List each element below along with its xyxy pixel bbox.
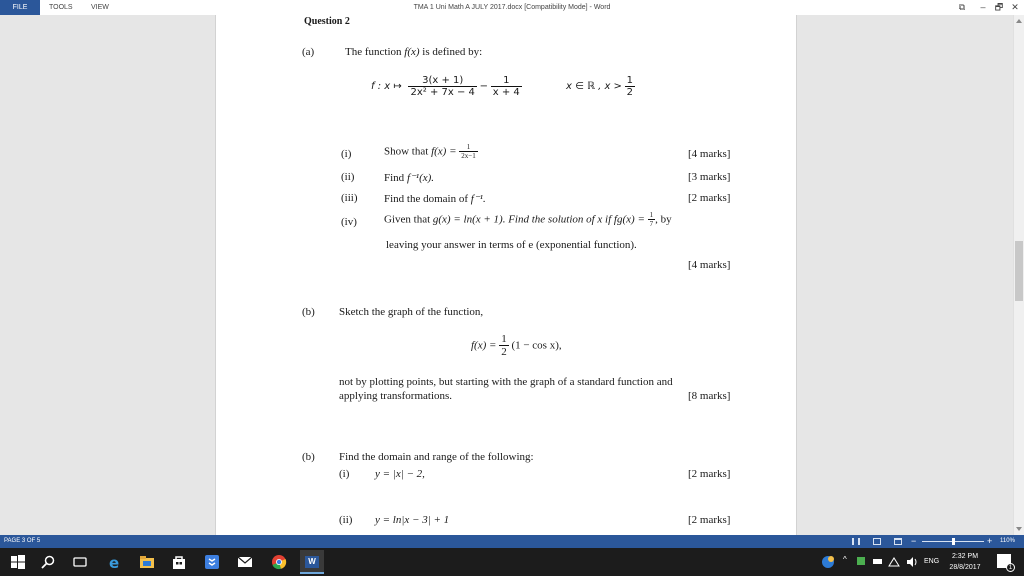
scroll-up-arrow-icon[interactable] — [1016, 19, 1022, 23]
part-c-label: (b) — [302, 451, 315, 463]
volume-icon[interactable] — [904, 554, 920, 570]
page-count[interactable]: PAGE 3 OF 5 — [4, 538, 41, 544]
status-bar — [0, 535, 1024, 548]
tab-tools[interactable]: TOOLS — [49, 4, 73, 11]
svg-text:e: e — [109, 554, 120, 570]
question-heading: Question 2 — [304, 16, 350, 27]
taskbar — [0, 548, 1024, 576]
task-view-icon[interactable] — [72, 554, 88, 570]
close-button[interactable]: ✕ — [1011, 2, 1019, 12]
restore-ribbon-button[interactable]: ⧉ — [958, 2, 966, 12]
clock[interactable] — [944, 551, 986, 573]
item-i-number: (i) — [341, 148, 352, 160]
zoom-in-button[interactable]: + — [987, 536, 993, 546]
part-c-item-i-expr: y = |x| − 2, — [375, 468, 425, 480]
part-c-item-ii-number: (ii) — [339, 514, 353, 526]
function-domain: x ∈ ℝ , x > $\frac{1}{2}$ — [566, 75, 634, 98]
print-layout-icon[interactable] — [873, 538, 881, 545]
minimize-button[interactable]: – — [980, 2, 986, 12]
scroll-down-arrow-icon[interactable] — [1016, 527, 1022, 531]
item-iv-marks: [4 marks] — [688, 259, 731, 271]
action-center-icon[interactable] — [997, 554, 1013, 571]
part-c-item-i-marks: [2 marks] — [688, 468, 731, 480]
part-b-intro: Sketch the graph of the function, — [339, 306, 484, 318]
zoom-out-button[interactable]: − — [911, 536, 917, 546]
window-title: TMA 1 Uni Math A JULY 2017.docx [Compatibility Mode] - Word — [413, 4, 611, 11]
document-area[interactable] — [0, 15, 1013, 535]
show-hidden-icons-icon[interactable]: ^ — [843, 555, 847, 564]
item-ii-number: (ii) — [341, 171, 355, 183]
input-language[interactable]: ENG — [924, 558, 940, 565]
zoom-level[interactable]: 110% — [1000, 538, 1015, 544]
part-c-item-ii-marks: [2 marks] — [688, 514, 731, 526]
tab-view[interactable]: VIEW — [91, 4, 109, 11]
item-i-marks: [4 marks] — [688, 148, 731, 160]
function-definition: f : x ↦ $\frac{3(x + 1)}{\text{2x² + 7x − 4}}$ − $\frac{1}{x + 4}$ — [371, 75, 520, 98]
item-ii-marks: [3 marks] — [688, 171, 731, 183]
edge-browser-icon[interactable] — [107, 554, 123, 570]
item-iii-text: Find the domain of f⁻¹. — [384, 193, 486, 205]
word-taskbar-button[interactable] — [300, 550, 324, 574]
scrollbar-thumb[interactable] — [1015, 241, 1023, 301]
windows-start-icon[interactable] — [10, 554, 26, 570]
item-ii-text: Find f⁻¹(x). — [384, 172, 435, 184]
web-layout-icon[interactable] — [894, 538, 902, 545]
clock-time: 2:32 PM — [951, 553, 979, 560]
part-a-label: (a) — [302, 46, 315, 58]
maximize-button[interactable]: 🗗 — [994, 2, 1004, 12]
part-a-intro: The function f(x) is defined by: — [345, 46, 483, 58]
item-iii-number: (iii) — [341, 192, 358, 204]
read-mode-icon[interactable] — [852, 538, 860, 545]
clock-date: 28/8/2017 — [949, 564, 981, 571]
chrome-icon[interactable] — [271, 554, 287, 570]
part-c-item-i-number: (i) — [339, 468, 350, 480]
dropbox-icon[interactable] — [204, 554, 220, 570]
notification-count: 1 — [1006, 563, 1015, 572]
onedrive-sync-icon[interactable] — [820, 554, 836, 570]
part-c-item-ii-expr: y = ln|x − 3| + 1 — [375, 514, 450, 526]
mail-icon[interactable] — [237, 554, 253, 570]
item-iv-text-line2: leaving your answer in terms of e (exponential function). — [386, 239, 637, 251]
wifi-icon[interactable] — [886, 554, 902, 570]
part-b-text-line1: not by plotting points, but starting with the graph of a standard function and — [339, 376, 673, 388]
part-b-label: (b) — [302, 306, 315, 318]
search-icon[interactable] — [40, 554, 56, 570]
part-c-intro: Find the domain and range of the following: — [339, 451, 534, 463]
document-page[interactable] — [215, 15, 797, 535]
file-explorer-icon[interactable] — [139, 554, 155, 570]
item-iv-text: Given that g(x) = ln(x + 1). Find the solution of x if fg(x) = $\frac{1}{7}$ , by — [384, 211, 672, 228]
part-b-text-line2: applying transformations. — [339, 390, 453, 402]
part-b-formula: f(x) = $\frac{1}{2}$ (1 − cos x), — [471, 333, 562, 358]
tray-app-icon[interactable] — [857, 557, 865, 565]
item-i-text: Show that f(x) = $\frac{1}{2x-1}$ — [384, 143, 476, 160]
item-iii-marks: [2 marks] — [688, 192, 731, 204]
part-b-marks: [8 marks] — [688, 390, 731, 402]
zoom-slider-thumb[interactable] — [952, 538, 955, 545]
store-icon[interactable] — [171, 554, 187, 570]
title-bar — [0, 0, 1024, 15]
vertical-scrollbar[interactable] — [1013, 15, 1024, 535]
tab-file[interactable]: FILE — [0, 0, 40, 15]
battery-icon[interactable] — [873, 559, 882, 564]
item-iv-number: (iv) — [341, 216, 357, 228]
word-icon: W — [305, 556, 319, 568]
